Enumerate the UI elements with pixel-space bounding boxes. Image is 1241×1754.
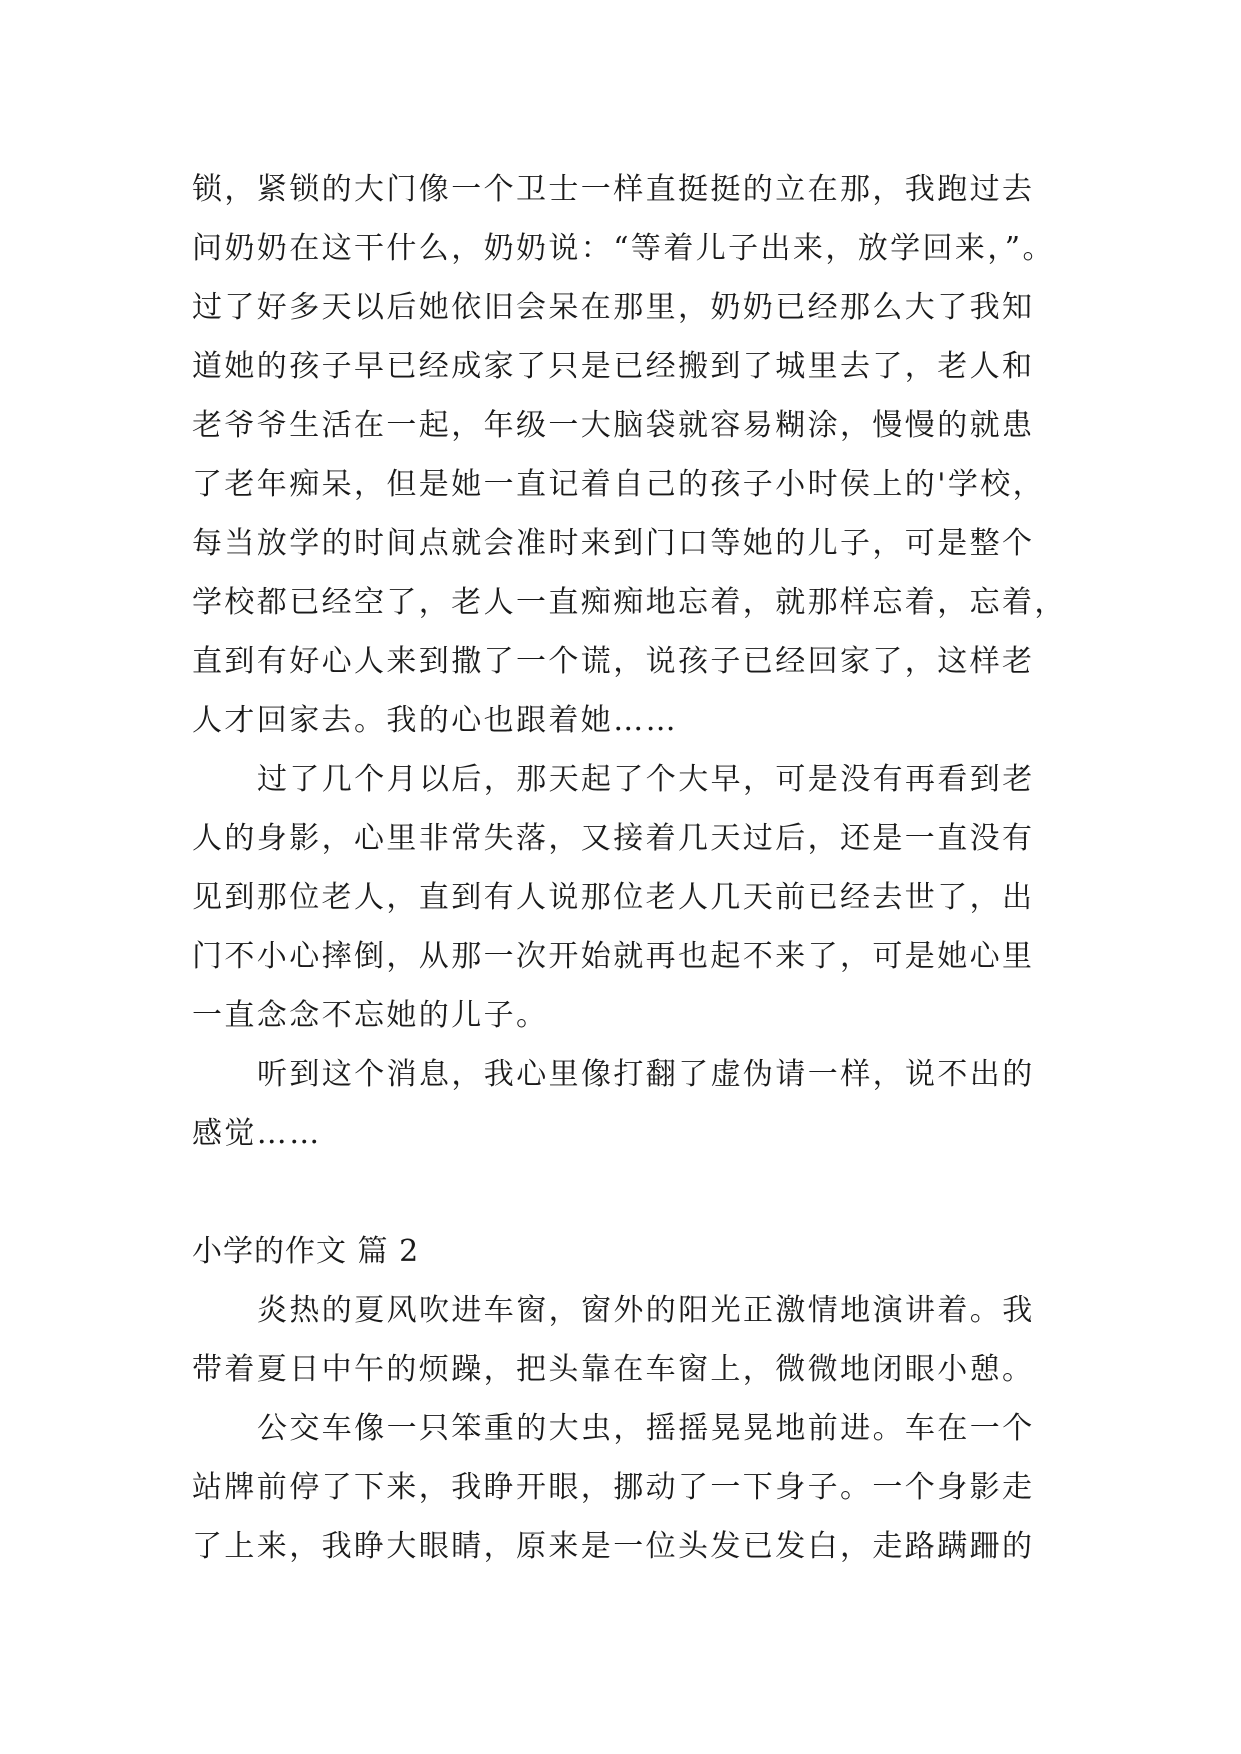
text-line: 了老年痴呆，但是她一直记着自己的孩子小时侯上的'学校， — [192, 467, 1046, 502]
paragraph-3 — [192, 1045, 1062, 1163]
text-line: 感觉…… — [192, 1116, 322, 1151]
text-line: 过了几个月以后，那天起了个大早，可是没有再看到老 — [257, 762, 1035, 797]
text-line: 过了好多天以后她依旧会呆在那里，奶奶已经那么大了我知 — [192, 290, 1035, 325]
text-line: 一直念念不忘她的儿子。 — [192, 998, 549, 1033]
paragraph-1 — [192, 160, 1067, 750]
text-line: 道她的孩子早已经成家了只是已经搬到了城里去了，老人和 — [192, 349, 1035, 384]
document-page — [192, 160, 1067, 1576]
text-line: 锁，紧锁的大门像一个卫士一样直挺挺的立在那，我跑过去 — [192, 172, 1035, 207]
paragraph-5 — [192, 1399, 1062, 1576]
text-line: 老爷爷生活在一起，年级一大脑袋就容易糊涂，慢慢的就患 — [192, 408, 1035, 443]
text-line: 人的身影，心里非常失落，又接着几天过后，还是一直没有 — [192, 821, 1035, 856]
text-line: 站牌前停了下来，我睁开眼，挪动了一下身子。一个身影走 — [192, 1470, 1035, 1505]
text-line: 学校都已经空了，老人一直痴痴地忘着，就那样忘着，忘着， — [192, 585, 1067, 620]
text-line: 见到那位老人，直到有人说那位老人几天前已经去世了，出 — [192, 880, 1035, 915]
blank-line — [192, 1163, 1062, 1222]
text-line: 直到有好心人来到撒了一个谎，说孩子已经回家了，这样老 — [192, 644, 1035, 679]
paragraph-4 — [192, 1281, 1062, 1399]
text-line: 每当放学的时间点就会准时来到门口等她的儿子，可是整个 — [192, 526, 1035, 561]
paragraph-2 — [192, 750, 1062, 1045]
text-line: 炎热的夏风吹进车窗，窗外的阳光正激情地演讲着。我 — [257, 1293, 1035, 1328]
section-heading: 小学的作文 篇 2 — [192, 1234, 420, 1269]
text-line: 人才回家去。我的心也跟着她…… — [192, 703, 678, 738]
text-line: 门不小心摔倒，从那一次开始就再也起不来了，可是她心里 — [192, 939, 1035, 974]
text-line: 了上来，我睁大眼睛，原来是一位头发已发白，走路蹒跚的 — [192, 1529, 1035, 1564]
text-line: 听到这个消息，我心里像打翻了虚伪请一样，说不出的 — [257, 1057, 1035, 1092]
text-line: 公交车像一只笨重的大虫，摇摇晃晃地前进。车在一个 — [257, 1411, 1035, 1446]
text-line: 带着夏日中午的烦躁，把头靠在车窗上，微微地闭眼小憩。 — [192, 1352, 1035, 1387]
text-line: 问奶奶在这干什么，奶奶说：“等着儿子出来，放学回来，”。 — [192, 231, 1055, 266]
